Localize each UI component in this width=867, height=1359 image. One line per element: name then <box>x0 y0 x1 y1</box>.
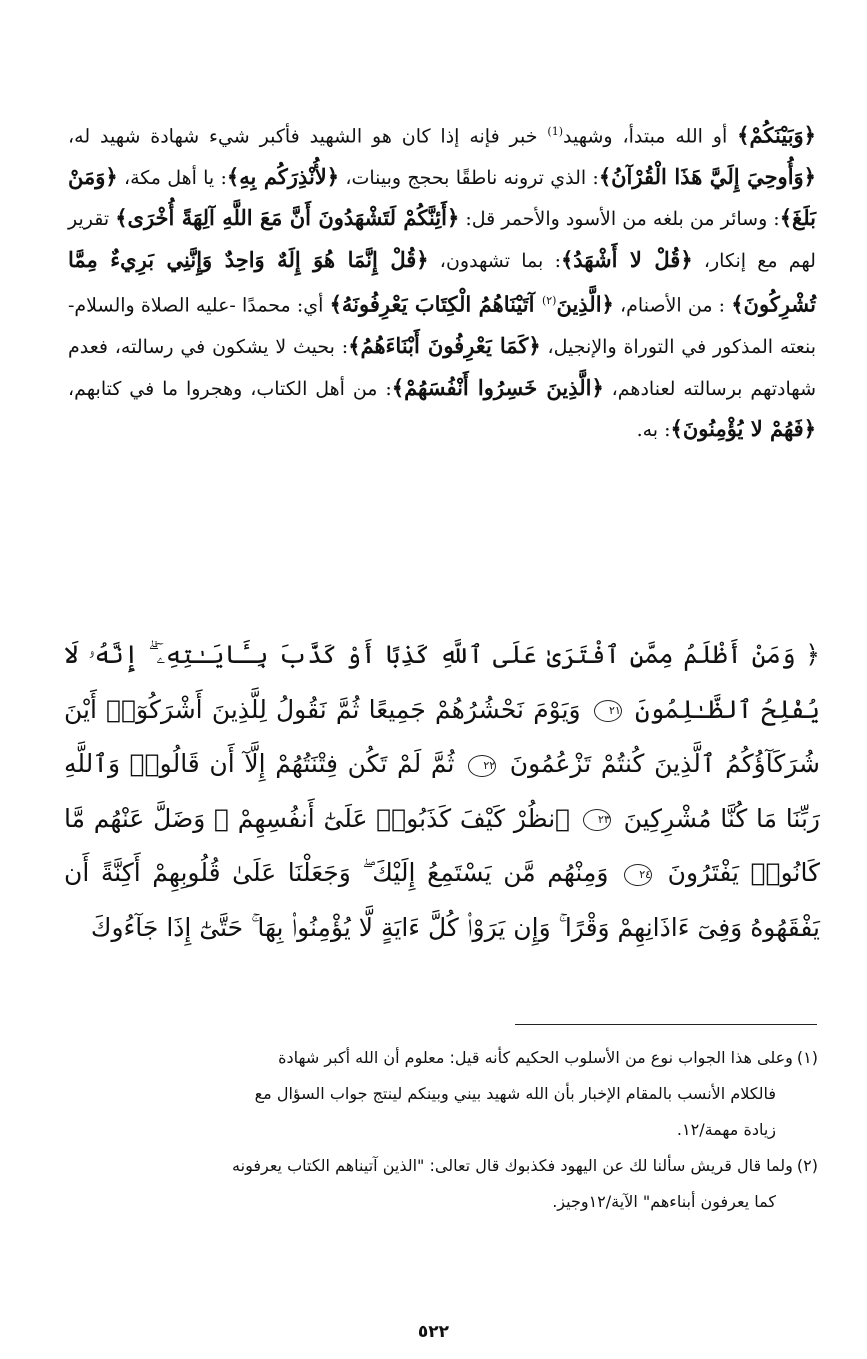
footnote-number: (٢) <box>796 1156 818 1175</box>
verse-number-marker: ٢١ <box>594 700 622 722</box>
quran-quote: ﴿وَأُوحِيَ إِلَيَّ هَذَا الْقُرْآنُ﴾ <box>598 163 816 189</box>
footnote-ref-2: (٢) <box>541 294 557 308</box>
footnote-1-continued <box>66 1076 818 1112</box>
verse-22: وَيَوْمَ نَحْشُرُهُمْ جَمِيعًا ثُمَّ نَقُولُ لِلَّذِينَ أَشْرَكُوٓا۟ أَيْنَ شُرَكَآؤُكُمُ ٱلَّذِينَ كُنتُمْ تَزْعُمُونَ <box>64 694 820 778</box>
quran-quote: ﴿الَّذِينَ خَسِرُوا أَنْفُسَهُمْ﴾ <box>391 374 604 400</box>
quran-quote: ﴿وَمَنْ بَلَغَ﴾ <box>68 163 816 231</box>
quran-quote: ﴿كَمَا يَعْرِفُونَ أَبْنَاءَهُمُ﴾ <box>348 333 541 359</box>
commentary-run: : الذي ترونه ناطقًا بحجج وبينات، <box>339 166 599 189</box>
quran-quote: ﴿فَهُمْ لا يُؤْمِنُونَ﴾ <box>670 416 816 442</box>
footnote-ref-1: (1) <box>547 125 563 138</box>
footnote-line: فالكلام الأنسب بالمقام الإخبار بأن الله شهيد بيني وبينكم لينتج جواب السؤال مع <box>254 1084 776 1103</box>
commentary-run: : يا أهل مكة، <box>117 166 227 189</box>
footnote-line: وعلى هذا الجواب نوع من الأسلوب الحكيم كأنه قيل: معلوم أن الله أكبر شهادة <box>278 1048 793 1067</box>
footnote-2 <box>66 1148 818 1184</box>
footnotes <box>66 1040 818 1220</box>
quran-quote: ﴿وَبَيْنَكُمْ﴾ <box>737 122 816 148</box>
quran-quote: ﴿الَّذِينَ <box>556 291 614 317</box>
commentary-run: : به. <box>636 419 671 442</box>
footnote-2-continued <box>66 1184 818 1220</box>
footnote-1-continued <box>66 1112 818 1148</box>
commentary-run: : بحيث لا يشكون في رسالته، فعدم شهادتهم برسالته لعنادهم، <box>68 336 816 400</box>
footnote-divider <box>515 1024 817 1025</box>
commentary-text <box>68 112 816 451</box>
quran-quote: آتَيْنَاهُمُ الْكِتَابَ يَعْرِفُونَهُ﴾ <box>329 291 542 317</box>
commentary-run: : من أهل الكتاب، وهجروا ما في كتابهم، <box>68 377 392 400</box>
commentary-run: : من الأصنام، <box>613 294 732 317</box>
footnote-number: (١) <box>796 1048 818 1067</box>
footnote-line: ولما قال قريش سألنا لك عن اليهود فكذبوك قال تعالى: "الذين آتيناهم الكتاب يعرفونه <box>232 1156 793 1175</box>
commentary-run: : بما تشهدون، <box>428 249 561 272</box>
footnote-line: زيادة مهمة/١٢. <box>676 1120 776 1139</box>
quran-quote: ﴿لأُنْذِرَكُم بِهِ﴾ <box>226 163 340 189</box>
commentary-run: : وسائر من بلغه من الأسود والأحمر قل: <box>459 208 780 231</box>
quran-verses <box>64 628 820 955</box>
footnote-line: كما يعرفون أبناءهم" الآية/١٢وجيز. <box>552 1192 776 1211</box>
quran-quote: ﴿قُلْ لا أَشْهَدُ﴾ <box>560 246 693 272</box>
commentary-run: تقرير لهم مع إنكار، <box>68 208 816 272</box>
footnote-1 <box>66 1040 818 1076</box>
commentary-run: أي: محمدًا -عليه الصلاة والسلام- بنعته المذكور في التوراة والإنجيل، <box>68 294 816 359</box>
verse-23: ثُمَّ لَمْ تَكُن فِتْنَتُهُمْ إِلَّآ أَن قَالُوا۟ وَٱللَّهِ رَبِّنَا مَا كُنَّا مُشْرِكِينَ <box>64 749 820 833</box>
verse-24: ٱنظُرْ كَيْفَ كَذَبُوا۟ عَلَىٰٓ أَنفُسِهِمْ ۚ وَضَلَّ عَنْهُم مَّا كَانُوا۟ يَفْتَرُونَ <box>64 803 821 887</box>
verse-number-marker: ٢٣ <box>583 809 611 831</box>
quran-quote: ﴿أَئِنَّكُمْ لَتَشْهَدُونَ أَنَّ مَعَ اللَّهِ آلِهَةً أُخْرَى﴾ <box>115 205 460 231</box>
verse-21: ﴿ وَمَنْ أَظْلَمُ مِمَّنِ ٱفْتَرَىٰ عَلَى ٱللَّهِ كَذِبًا أَوْ كَذَّبَ بِـَٔايَـٰتِهِۦٓ ۗ إِنَّهُۥ لَا يُفْلِحُ ٱلظَّـٰلِمُونَ <box>64 640 821 724</box>
quran-quote: ﴿قُلْ إِنَّمَا هُوَ إِلَهٌ وَاحِدٌ وَإِنَّنِي بَرِيءٌ مِمَّا تُشْرِكُونَ﴾ <box>68 246 816 317</box>
verse-number-marker: ٢٤ <box>624 864 652 886</box>
page-number: ٥٢٢ <box>417 1322 450 1342</box>
commentary-run: أو الله مبتدأ، وشهيد <box>563 125 738 148</box>
commentary-run: خبر فإنه إذا كان هو الشهيد فأكبر شيء شهادة شهيد له، <box>68 125 548 148</box>
verse-25: وَمِنْهُم مَّن يَسْتَمِعُ إِلَيْكَ ۖ وَجَعَلْنَا عَلَىٰ قُلُوبِهِمْ أَكِنَّةً أَن يَفْقَهُوهُ وَفِىٓ ءَاذَانِهِمْ وَقْرًا ۚ وَإِن يَرَوْا۟ كُلَّ ءَايَةٍ لَّا يُؤْمِنُوا۟ بِهَا ۚ حَتَّىٰٓ إِذَا جَآءُوكَ <box>64 858 820 942</box>
verse-number-marker: ٢٢ <box>468 755 496 777</box>
